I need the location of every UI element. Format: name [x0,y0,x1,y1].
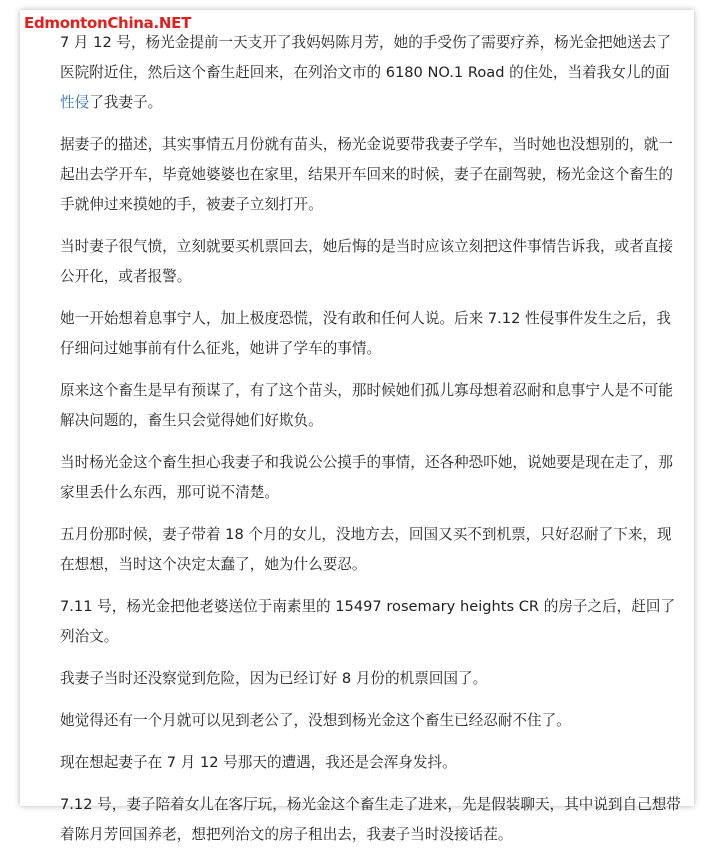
paragraph-9: 我妻子当时还没察觉到危险，因为已经订好 8 月份的机票回国了。 [60,670,488,687]
paragraph-6: 当时杨光金这个畜生担心我妻子和我说公公摸手的事情，还各种恐吓她，说她要是现在走了，那家里丢什么东西，那可说不清楚。 [60,454,673,501]
paragraph-1-text-before: 7 月 12 号，杨光金提前一天支开了我妈妈陈月芳，她的手受伤了需要疗养，杨光金把她送去了医院附近住，然后这个畜生赶回来，在列治文市的 6180 NO.1 Road 的住处，当着我女儿的面 [60,34,671,81]
paragraph-12: 7.12 号，妻子陪着女儿在客厅玩，杨光金这个畜生走了进来，先是假装聊天，其中说到自己想带着陈月芳回国养老，想把列治文的房子租出去，我妻子当时没接话茬。 [60,796,681,843]
paragraph-10: 她觉得还有一个月就可以见到老公了，没想到杨光金这个畜生已经忍耐不住了。 [60,712,571,729]
article-frame [20,10,694,843]
paragraph-1 [60,28,684,118]
paragraph-2: 据妻子的描述，其实事情五月份就有苗头，杨光金说要带我妻子学车，当时她也没想别的，就一起出去学开车，毕竟她婆婆也在家里，结果开车回来的时候，妻子在副驾驶，杨光金这个畜生的手就伸过来摸她的手，被妻子立刻打开。 [60,136,673,213]
paragraph-5: 原来这个畜生是早有预谋了，有了这个苗头，那时候她们孤儿寡母想着忍耐和息事宁人是不可能解决问题的，畜生只会觉得她们好欺负。 [60,382,673,429]
paragraph-4: 她一开始想着息事宁人，加上极度恐慌，没有敢和任何人说。后来 7.12 性侵事件发生之后，我仔细问过她事前有什么征兆，她讲了学车的事情。 [60,310,671,357]
paragraph-1-text-after: 了我妻子。 [89,94,163,111]
paragraph-7: 五月份那时候，妻子带着 18 个月的女儿，没地方去，回国又买不到机票，只好忍耐了下来，现在想想，当时这个决定太蠢了，她为什么要忍。 [60,526,672,573]
paragraph-11: 现在想起妻子在 7 月 12 号那天的遭遇，我还是会浑身发抖。 [60,754,457,771]
article-body [60,28,684,862]
paragraph-8: 7.11 号，杨光金把他老婆送位于南素里的 15497 rosemary heights CR 的房子之后，赶回了列治文。 [60,598,676,645]
site-watermark: EdmontonChina.NET [24,14,192,32]
paragraph-3: 当时妻子很气愤，立刻就要买机票回去，她后悔的是当时应该立刻把这件事情告诉我，或者直接公开化，或者报警。 [60,238,673,285]
keyword-link[interactable]: 性侵 [60,94,90,111]
